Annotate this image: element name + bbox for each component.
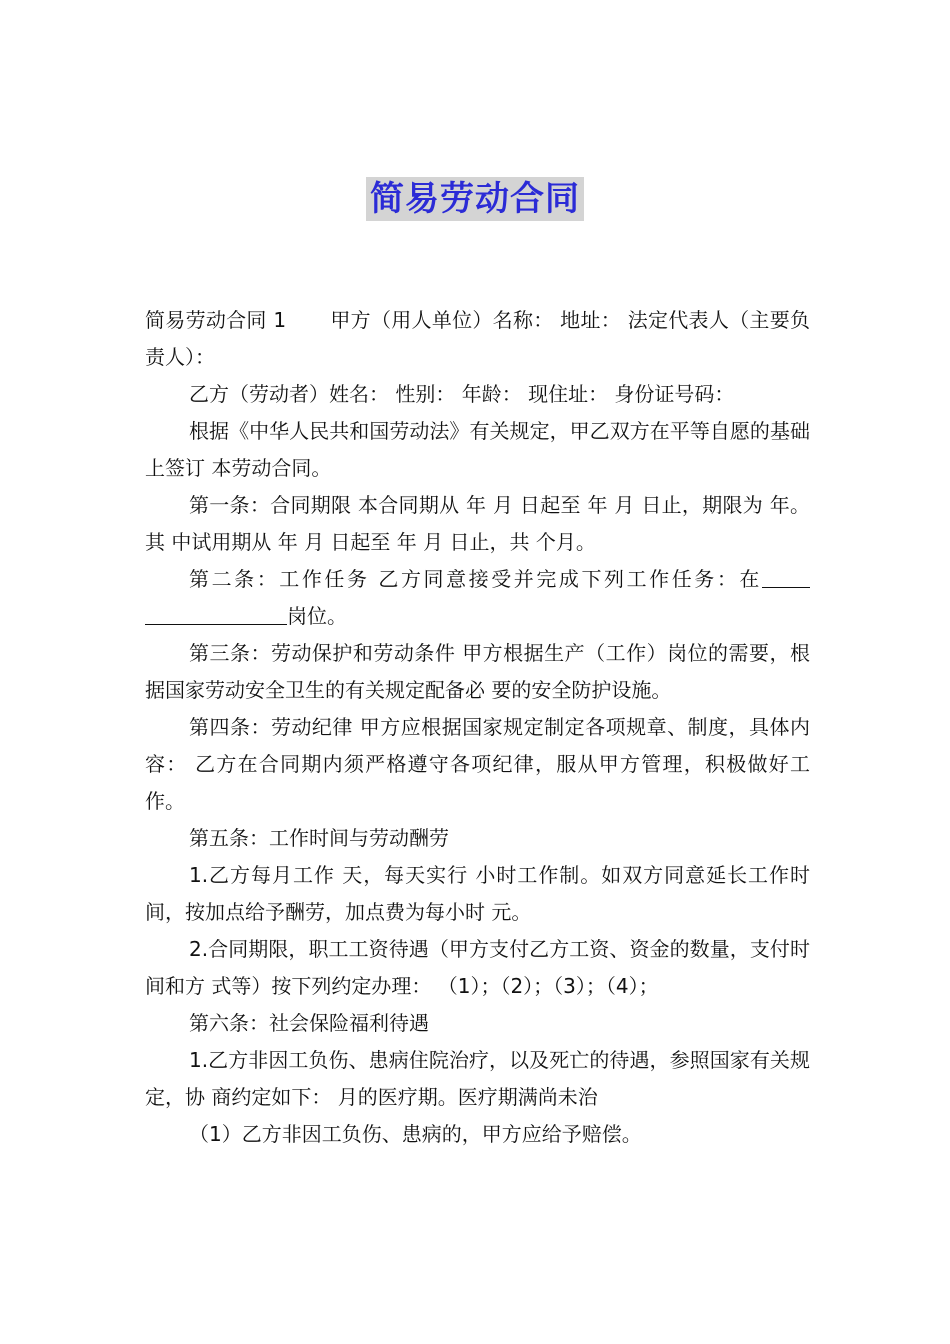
article-6-heading: 第六条：社会保险福利待遇 [189,1011,429,1035]
article-4-discipline: 第四条：劳动纪律 甲方应根据国家规定制定各项规章、制度，具体内容： 乙方在合同期内须严格遵守各项纪律，服从甲方管理，积极做好工作。 [145,715,810,813]
fill-in-blank-line [145,602,287,625]
article-6-item-1: 1.乙方非因工负伤、患病住院治疗，以及死亡的待遇，参照国家有关规定，协 商约定如下： 月的医疗期。医疗期满尚未治 [145,1048,810,1109]
article-6-sub-item-1: （1）乙方非因工负伤、患病的，甲方应给予赔偿。 [189,1122,642,1146]
paragraph-legal-basis: 根据《中华人民共和国劳动法》有关规定，甲乙双方在平等自愿的基础上签订 本劳动合同。 [145,419,810,480]
article-3-labor-protection: 第三条：劳动保护和劳动条件 甲方根据生产（工作）岗位的需要，根据国家劳动安全卫生的有关规定配备必 要的安全防护设施。 [145,641,810,702]
article-2-text: 第二条：工作任务 乙方同意接受并完成下列工作任务：在 [189,567,762,591]
fill-in-blank-line [762,565,810,588]
article-5-item-2: 2.合同期限，职工工资待遇（甲方支付乙方工资、资金的数量，支付时间和方 式等）按下列约定办理： （1）；（2）；（3）；（4）； [145,937,810,998]
article-5-heading: 第五条：工作时间与劳动酬劳 [189,826,449,850]
party-b-fields: 乙方（劳动者）姓名： 性别： 年龄： 现住址： 身份证号码： [189,382,735,406]
party-a-fields: 甲方（用人单位）名称： 地址： 法定代表人（主要负责人）： [145,308,810,369]
article-2-work-task [145,561,810,635]
article-5-item-1: 1.乙方每月工作 天，每天实行 小时工作制。如双方同意延长工作时间，按加点给予酬劳，加点费为每小时 元。 [145,863,810,924]
article-1-term: 第一条：合同期限 本合同期从 年 月 日起至 年 月 日止，期限为 年。其 中试用期从 年 月 日起至 年 月 日止，共 个月。 [145,493,810,554]
document-title: 简易劳动合同 [366,177,584,221]
contract-body [145,302,810,1153]
article-2-suffix: 岗位。 [287,604,347,628]
paragraph-intro [145,302,810,376]
title-container [0,177,950,221]
contract-heading: 简易劳动合同 1 [145,308,287,332]
